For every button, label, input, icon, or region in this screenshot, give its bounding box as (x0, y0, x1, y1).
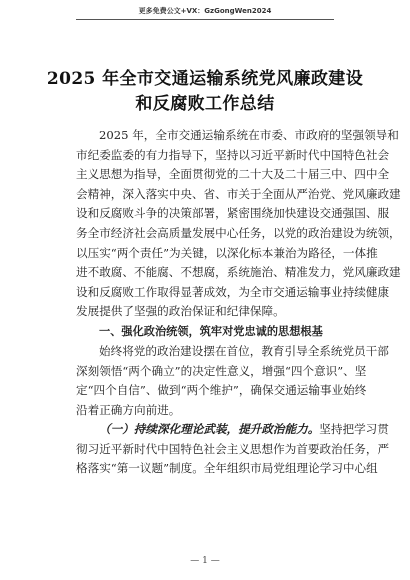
text-line (76, 479, 338, 499)
paragraph-section-1 (76, 342, 389, 420)
text-line: 务全市经济社会高质量发展中心任务，以党的政治建设为统领， (76, 225, 401, 240)
text-line: 设和反腐败工作取得显著成效，为全市交通运输事业持续健康 (76, 284, 390, 299)
text-line: 以压实“两个责任”为关键，以深化标本兼治为路径，一体推 (76, 245, 378, 260)
text-line: 进不敢腐、不能腐、不想腐，系统施治、精准发力，党风廉政建 (76, 265, 401, 280)
paragraph-intro (76, 126, 401, 322)
text-line: 彻习近平新时代中国特色社会主义思想作为首要政治任务，严 (76, 441, 390, 456)
text-line: 格落实“第一议题”制度。全年组织市局党组理论学习中心组 (76, 461, 378, 476)
document-title-line-2: 和反腐败工作总结 (135, 94, 275, 114)
text-line: 深刻领悟“两个确立”的决定性意义，增强“四个意识”、坚 (76, 363, 367, 378)
text-line: 主义思想为指导，全面贯彻党的二十大及二十届三中、四中全 (76, 167, 390, 182)
text-line: 沿着正确方向前进。 (76, 402, 181, 417)
text-line: 市纪委监委的有力指导下，坚持以习近平新时代中国特色社会 (76, 147, 390, 162)
text-line: 发展提供了坚强的政治保证和纪律保障。 (76, 304, 285, 319)
text-line: 2025 年，全市交通运输系统在市委、市政府的坚强领导和 (99, 128, 399, 142)
text-line: 始终将党的政治建设摆在首位，教育引导全系统党员干部 (99, 344, 389, 358)
subsection-heading: （一）持续深化理论武装，提升政治能力。 (99, 422, 320, 436)
text-line (76, 420, 389, 440)
section-heading-1 (76, 322, 338, 342)
page-number: — 1 — (190, 556, 220, 566)
header-rule (76, 19, 334, 20)
text-line: 设和反腐败斗争的决策部署，紧密围绕加快建设交通强国、服 (76, 206, 390, 221)
paragraph-subsection-1 (76, 420, 390, 498)
page-header: 更多免费公文+VX：GzGongWen2024 (138, 7, 272, 15)
section-heading-text: 一、强化政治统领，筑牢对党忠诚的思想根基 (99, 325, 323, 338)
text-line: 定“四个自信”、做到“两个维护”，确保交通运输事业始终 (76, 383, 367, 398)
document-title-line-1: 2025 年全市交通运输系统党风廉政建设 (46, 69, 364, 89)
text-line: 会精神，深入落实中央、省、市关于全面从严治党、党风廉政建 (76, 186, 401, 201)
text-line-rest: 坚持把学习贯 (319, 422, 389, 436)
